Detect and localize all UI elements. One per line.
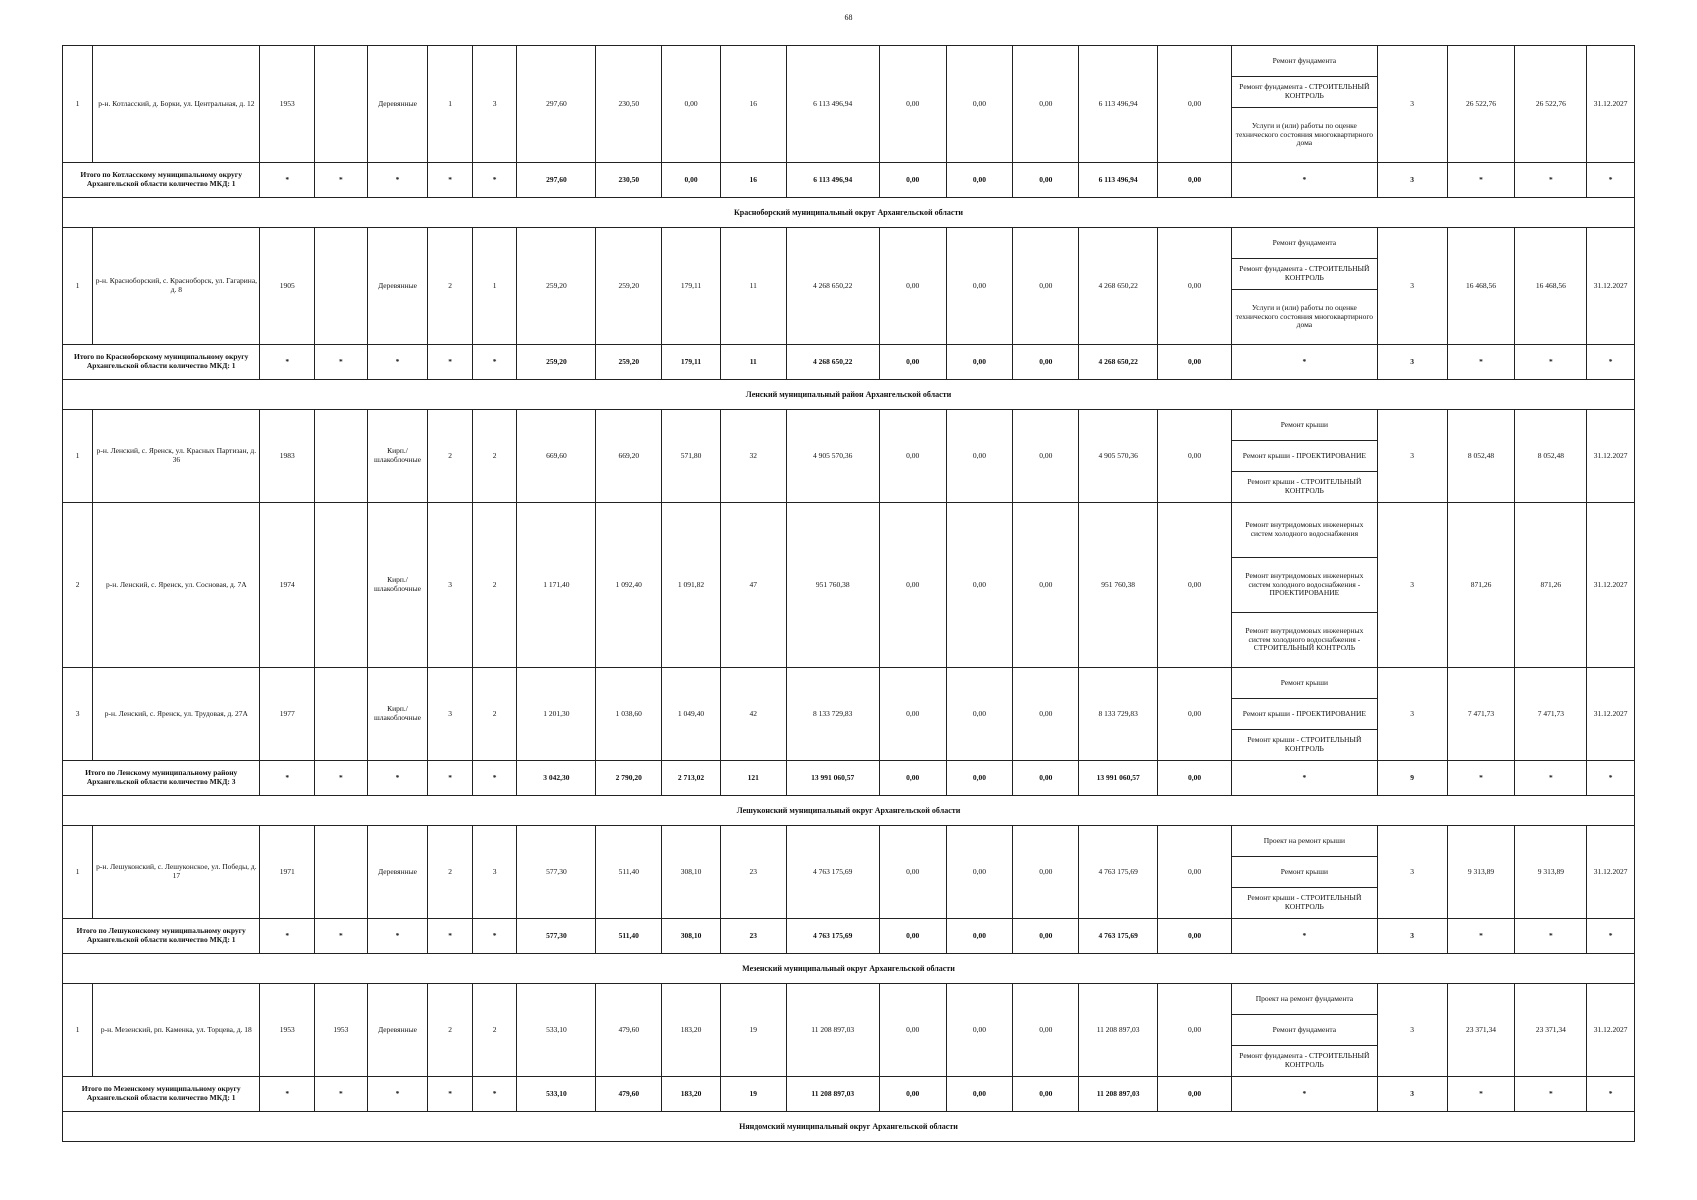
placeholder-star: *	[367, 1077, 428, 1112]
work-type: Ремонт крыши - СТРОИТЕЛЬНЫЙ КОНТРОЛЬ	[1232, 472, 1378, 503]
subtotal-area-total: 297,60	[517, 163, 596, 198]
subtotal-fund-local: 0,00	[1013, 919, 1079, 954]
subtotal-label: Итого по Красноборскому муниципальному округу Архангельской области количество МКД: 1	[63, 345, 260, 380]
wall-material: Деревянные	[367, 826, 428, 919]
subtotal-fund-local: 0,00	[1013, 345, 1079, 380]
works-count: 3	[1377, 503, 1447, 668]
area-living: 479,60	[596, 984, 662, 1077]
fund-regional: 0,00	[946, 46, 1013, 163]
cost-total: 8 133 729,83	[786, 668, 879, 761]
house-row	[63, 228, 1635, 259]
subtotal-works-count: 9	[1377, 761, 1447, 796]
placeholder-star: *	[1515, 919, 1587, 954]
placeholder-star: *	[315, 761, 368, 796]
subtotal-cost-total: 11 208 897,03	[786, 1077, 879, 1112]
unit-cost: 23 371,34	[1447, 984, 1515, 1077]
area-private: 571,80	[662, 410, 721, 503]
subtotal-fund-other: 0,00	[1158, 1077, 1232, 1112]
subtotal-cost-total: 6 113 496,94	[786, 163, 879, 198]
subtotal-area-living: 479,60	[596, 1077, 662, 1112]
fund-regional: 0,00	[946, 410, 1013, 503]
fund-other: 0,00	[1158, 46, 1232, 163]
deadline: 31.12.2027	[1587, 984, 1635, 1077]
subtotal-fund-federal: 0,00	[879, 919, 946, 954]
area-total: 259,20	[517, 228, 596, 345]
floors-count: 2	[428, 984, 473, 1077]
year-reconstruction	[315, 668, 368, 761]
work-type: Ремонт крыши	[1232, 410, 1378, 441]
row-number: 2	[63, 503, 93, 668]
fund-federal: 0,00	[879, 410, 946, 503]
placeholder-star: *	[1447, 163, 1515, 198]
subtotal-cost-total: 13 991 060,57	[786, 761, 879, 796]
entrances-count: 1	[472, 228, 517, 345]
placeholder-star: *	[1232, 1077, 1378, 1112]
subtotal-fund-owners: 4 763 175,69	[1079, 919, 1158, 954]
placeholder-star: *	[367, 919, 428, 954]
subtotal-fund-regional: 0,00	[946, 163, 1013, 198]
area-private: 183,20	[662, 984, 721, 1077]
area-living: 259,20	[596, 228, 662, 345]
placeholder-star: *	[315, 163, 368, 198]
work-type: Ремонт крыши - СТРОИТЕЛЬНЫЙ КОНТРОЛЬ	[1232, 888, 1378, 919]
placeholder-star: *	[315, 1077, 368, 1112]
year-reconstruction	[315, 503, 368, 668]
placeholder-star: *	[1447, 345, 1515, 380]
subtotal-row	[63, 345, 1635, 380]
placeholder-star: *	[1587, 163, 1635, 198]
fund-regional: 0,00	[946, 503, 1013, 668]
placeholder-star: *	[260, 761, 315, 796]
placeholder-star: *	[1515, 1077, 1587, 1112]
placeholder-star: *	[428, 761, 473, 796]
row-number: 3	[63, 668, 93, 761]
subtotal-area-private: 308,10	[662, 919, 721, 954]
row-number: 1	[63, 228, 93, 345]
subtotal-area-total: 3 042,30	[517, 761, 596, 796]
fund-other: 0,00	[1158, 826, 1232, 919]
entrances-count: 3	[472, 826, 517, 919]
placeholder-star: *	[367, 163, 428, 198]
subtotal-row	[63, 1077, 1635, 1112]
row-number: 1	[63, 984, 93, 1077]
placeholder-star: *	[428, 1077, 473, 1112]
placeholder-star: *	[1232, 345, 1378, 380]
region-title: Мезенский муниципальный округ Архангельской области	[63, 954, 1635, 984]
fund-owners: 6 113 496,94	[1079, 46, 1158, 163]
region-header-row	[63, 380, 1635, 410]
fund-other: 0,00	[1158, 228, 1232, 345]
subtotal-area-living: 2 790,20	[596, 761, 662, 796]
house-row	[63, 46, 1635, 77]
placeholder-star: *	[472, 345, 517, 380]
subtotal-area-total: 533,10	[517, 1077, 596, 1112]
placeholder-star: *	[428, 163, 473, 198]
residents: 11	[720, 228, 786, 345]
house-address: р-н. Ленский, с. Яренск, ул. Трудовая, д. 27А	[93, 668, 260, 761]
work-type: Ремонт крыши - СТРОИТЕЛЬНЫЙ КОНТРОЛЬ	[1232, 730, 1378, 761]
residents: 16	[720, 46, 786, 163]
house-address: р-н. Мезенский, рп. Каменка, ул. Торцева, д. 18	[93, 984, 260, 1077]
floors-count: 1	[428, 46, 473, 163]
region-header-row	[63, 1112, 1635, 1142]
region-title: Лешуконский муниципальный округ Архангельской области	[63, 796, 1635, 826]
floors-count: 3	[428, 503, 473, 668]
area-total: 1 201,30	[517, 668, 596, 761]
year-built: 1974	[260, 503, 315, 668]
fund-federal: 0,00	[879, 668, 946, 761]
year-reconstruction	[315, 46, 368, 163]
placeholder-star: *	[428, 345, 473, 380]
fund-owners: 4 905 570,36	[1079, 410, 1158, 503]
cost-total: 4 905 570,36	[786, 410, 879, 503]
subtotal-label: Итого по Лешуконскому муниципальному округу Архангельской области количество МКД: 1	[63, 919, 260, 954]
house-row	[63, 826, 1635, 857]
area-living: 1 038,60	[596, 668, 662, 761]
placeholder-star: *	[1447, 1077, 1515, 1112]
house-address: р-н. Красноборский, с. Красноборск, ул. Гагарина, д. 8	[93, 228, 260, 345]
area-private: 308,10	[662, 826, 721, 919]
subtotal-fund-regional: 0,00	[946, 761, 1013, 796]
placeholder-star: *	[260, 1077, 315, 1112]
house-row	[63, 984, 1635, 1015]
work-type: Ремонт внутридомовых инженерных систем холодного водоснабжения - ПРОЕКТИРОВАНИЕ	[1232, 558, 1378, 613]
work-type: Ремонт фундамента - СТРОИТЕЛЬНЫЙ КОНТРОЛЬ	[1232, 1046, 1378, 1077]
unit-cost: 26 522,76	[1447, 46, 1515, 163]
placeholder-star: *	[1587, 761, 1635, 796]
subtotal-row	[63, 919, 1635, 954]
placeholder-star: *	[1232, 761, 1378, 796]
area-living: 669,20	[596, 410, 662, 503]
subtotal-cost-total: 4 763 175,69	[786, 919, 879, 954]
placeholder-star: *	[315, 919, 368, 954]
cost-total: 6 113 496,94	[786, 46, 879, 163]
area-total: 297,60	[517, 46, 596, 163]
entrances-count: 2	[472, 410, 517, 503]
area-living: 511,40	[596, 826, 662, 919]
year-reconstruction: 1953	[315, 984, 368, 1077]
fund-other: 0,00	[1158, 503, 1232, 668]
region-header-row	[63, 198, 1635, 228]
placeholder-star: *	[1515, 761, 1587, 796]
subtotal-area-private: 0,00	[662, 163, 721, 198]
region-header-row	[63, 796, 1635, 826]
placeholder-star: *	[1232, 919, 1378, 954]
entrances-count: 3	[472, 46, 517, 163]
works-count: 3	[1377, 46, 1447, 163]
works-count: 3	[1377, 984, 1447, 1077]
region-title: Красноборский муниципальный округ Архангельской области	[63, 198, 1635, 228]
house-address: р-н. Ленский, с. Яренск, ул. Красных Партизан, д. 36	[93, 410, 260, 503]
region-title: Няндомский муниципальный округ Архангельской области	[63, 1112, 1635, 1142]
unit-cost: 9 313,89	[1447, 826, 1515, 919]
year-reconstruction	[315, 228, 368, 345]
fund-other: 0,00	[1158, 410, 1232, 503]
subtotal-fund-federal: 0,00	[879, 163, 946, 198]
row-number: 1	[63, 46, 93, 163]
subtotal-cost-total: 4 268 650,22	[786, 345, 879, 380]
subtotal-fund-federal: 0,00	[879, 1077, 946, 1112]
subtotal-fund-owners: 4 268 650,22	[1079, 345, 1158, 380]
subtotal-label: Итого по Ленскому муниципальному району Архангельской области количество МКД: 3	[63, 761, 260, 796]
fund-regional: 0,00	[946, 228, 1013, 345]
deadline: 31.12.2027	[1587, 668, 1635, 761]
work-type: Услуги и (или) работы по оценке технического состояния многоквартирного дома	[1232, 290, 1378, 345]
year-built: 1977	[260, 668, 315, 761]
fund-federal: 0,00	[879, 46, 946, 163]
subtotal-fund-owners: 13 991 060,57	[1079, 761, 1158, 796]
subtotal-fund-regional: 0,00	[946, 1077, 1013, 1112]
residents: 47	[720, 503, 786, 668]
region-title: Ленский муниципальный район Архангельской области	[63, 380, 1635, 410]
subtotal-fund-owners: 6 113 496,94	[1079, 163, 1158, 198]
area-total: 533,10	[517, 984, 596, 1077]
house-address: р-н. Ленский, с. Яренск, ул. Сосновая, д. 7А	[93, 503, 260, 668]
area-total: 577,30	[517, 826, 596, 919]
subtotal-fund-regional: 0,00	[946, 919, 1013, 954]
house-row	[63, 503, 1635, 558]
fund-owners: 11 208 897,03	[1079, 984, 1158, 1077]
unit-cost-max: 9 313,89	[1515, 826, 1587, 919]
subtotal-fund-owners: 11 208 897,03	[1079, 1077, 1158, 1112]
entrances-count: 2	[472, 503, 517, 668]
subtotal-label: Итого по Котласскому муниципальному округу Архангельской области количество МКД: 1	[63, 163, 260, 198]
placeholder-star: *	[472, 1077, 517, 1112]
work-type: Услуги и (или) работы по оценке технического состояния многоквартирного дома	[1232, 108, 1378, 163]
subtotal-residents: 19	[720, 1077, 786, 1112]
cost-total: 11 208 897,03	[786, 984, 879, 1077]
deadline: 31.12.2027	[1587, 826, 1635, 919]
subtotal-fund-other: 0,00	[1158, 163, 1232, 198]
fund-regional: 0,00	[946, 984, 1013, 1077]
subtotal-fund-other: 0,00	[1158, 345, 1232, 380]
subtotal-area-private: 179,11	[662, 345, 721, 380]
subtotal-row	[63, 163, 1635, 198]
subtotal-works-count: 3	[1377, 163, 1447, 198]
subtotal-area-living: 511,40	[596, 919, 662, 954]
wall-material: Деревянные	[367, 228, 428, 345]
region-header-row	[63, 954, 1635, 984]
year-reconstruction	[315, 410, 368, 503]
unit-cost-max: 7 471,73	[1515, 668, 1587, 761]
fund-federal: 0,00	[879, 503, 946, 668]
placeholder-star: *	[472, 919, 517, 954]
wall-material: Деревянные	[367, 46, 428, 163]
subtotal-works-count: 3	[1377, 919, 1447, 954]
year-built: 1905	[260, 228, 315, 345]
work-type: Ремонт фундамента - СТРОИТЕЛЬНЫЙ КОНТРОЛЬ	[1232, 259, 1378, 290]
subtotal-label: Итого по Мезенскому муниципальному округу Архангельской области количество МКД: 1	[63, 1077, 260, 1112]
area-total: 669,60	[517, 410, 596, 503]
subtotal-fund-local: 0,00	[1013, 163, 1079, 198]
cost-total: 951 760,38	[786, 503, 879, 668]
subtotal-works-count: 3	[1377, 1077, 1447, 1112]
work-type: Ремонт фундамента	[1232, 228, 1378, 259]
house-row	[63, 668, 1635, 699]
residents: 19	[720, 984, 786, 1077]
fund-owners: 8 133 729,83	[1079, 668, 1158, 761]
fund-owners: 4 763 175,69	[1079, 826, 1158, 919]
work-type: Ремонт крыши - ПРОЕКТИРОВАНИЕ	[1232, 699, 1378, 730]
unit-cost: 16 468,56	[1447, 228, 1515, 345]
subtotal-fund-other: 0,00	[1158, 919, 1232, 954]
residents: 23	[720, 826, 786, 919]
area-private: 179,11	[662, 228, 721, 345]
cost-total: 4 268 650,22	[786, 228, 879, 345]
placeholder-star: *	[1515, 163, 1587, 198]
row-number: 1	[63, 826, 93, 919]
placeholder-star: *	[428, 919, 473, 954]
placeholder-star: *	[367, 345, 428, 380]
entrances-count: 2	[472, 668, 517, 761]
entrances-count: 2	[472, 984, 517, 1077]
placeholder-star: *	[1515, 345, 1587, 380]
placeholder-star: *	[1587, 345, 1635, 380]
wall-material: Кирп./шлакоблочные	[367, 410, 428, 503]
wall-material: Кирп./шлакоблочные	[367, 668, 428, 761]
fund-local: 0,00	[1013, 410, 1079, 503]
area-living: 230,50	[596, 46, 662, 163]
deadline: 31.12.2027	[1587, 503, 1635, 668]
work-type: Ремонт крыши - ПРОЕКТИРОВАНИЕ	[1232, 441, 1378, 472]
unit-cost-max: 8 052,48	[1515, 410, 1587, 503]
area-total: 1 171,40	[517, 503, 596, 668]
work-type: Ремонт фундамента	[1232, 46, 1378, 77]
year-reconstruction	[315, 826, 368, 919]
cost-total: 4 763 175,69	[786, 826, 879, 919]
subtotal-fund-federal: 0,00	[879, 761, 946, 796]
subtotal-fund-federal: 0,00	[879, 345, 946, 380]
house-address: р-н. Лешуконский, с. Лешуконское, ул. Победы, д. 17	[93, 826, 260, 919]
works-count: 3	[1377, 228, 1447, 345]
house-address: р-н. Котласский, д. Борки, ул. Центральная, д. 12	[93, 46, 260, 163]
fund-local: 0,00	[1013, 503, 1079, 668]
placeholder-star: *	[1447, 919, 1515, 954]
floors-count: 2	[428, 228, 473, 345]
placeholder-star: *	[472, 761, 517, 796]
subtotal-residents: 11	[720, 345, 786, 380]
work-type: Ремонт крыши	[1232, 668, 1378, 699]
year-built: 1971	[260, 826, 315, 919]
deadline: 31.12.2027	[1587, 46, 1635, 163]
fund-federal: 0,00	[879, 984, 946, 1077]
placeholder-star: *	[1447, 761, 1515, 796]
fund-other: 0,00	[1158, 984, 1232, 1077]
fund-local: 0,00	[1013, 826, 1079, 919]
subtotal-fund-regional: 0,00	[946, 345, 1013, 380]
subtotal-fund-local: 0,00	[1013, 1077, 1079, 1112]
placeholder-star: *	[260, 919, 315, 954]
fund-local: 0,00	[1013, 46, 1079, 163]
year-built: 1953	[260, 984, 315, 1077]
subtotal-residents: 16	[720, 163, 786, 198]
work-type: Проект на ремонт крыши	[1232, 826, 1378, 857]
fund-local: 0,00	[1013, 228, 1079, 345]
work-type: Ремонт внутридомовых инженерных систем холодного водоснабжения	[1232, 503, 1378, 558]
fund-local: 0,00	[1013, 984, 1079, 1077]
placeholder-star: *	[1587, 1077, 1635, 1112]
fund-local: 0,00	[1013, 668, 1079, 761]
fund-regional: 0,00	[946, 668, 1013, 761]
subtotal-area-living: 259,20	[596, 345, 662, 380]
fund-regional: 0,00	[946, 826, 1013, 919]
subtotal-area-private: 183,20	[662, 1077, 721, 1112]
deadline: 31.12.2027	[1587, 410, 1635, 503]
row-number: 1	[63, 410, 93, 503]
residents: 42	[720, 668, 786, 761]
subtotal-fund-other: 0,00	[1158, 761, 1232, 796]
wall-material: Кирп./шлакоблочные	[367, 503, 428, 668]
placeholder-star: *	[315, 345, 368, 380]
area-private: 0,00	[662, 46, 721, 163]
deadline: 31.12.2027	[1587, 228, 1635, 345]
fund-other: 0,00	[1158, 668, 1232, 761]
fund-federal: 0,00	[879, 826, 946, 919]
placeholder-star: *	[260, 163, 315, 198]
subtotal-works-count: 3	[1377, 345, 1447, 380]
area-private: 1 049,40	[662, 668, 721, 761]
subtotal-area-private: 2 713,02	[662, 761, 721, 796]
unit-cost: 871,26	[1447, 503, 1515, 668]
floors-count: 2	[428, 410, 473, 503]
subtotal-residents: 23	[720, 919, 786, 954]
placeholder-star: *	[1587, 919, 1635, 954]
year-built: 1953	[260, 46, 315, 163]
subtotal-row	[63, 761, 1635, 796]
fund-federal: 0,00	[879, 228, 946, 345]
year-built: 1983	[260, 410, 315, 503]
unit-cost-max: 23 371,34	[1515, 984, 1587, 1077]
area-living: 1 092,40	[596, 503, 662, 668]
subtotal-residents: 121	[720, 761, 786, 796]
residents: 32	[720, 410, 786, 503]
work-type: Ремонт фундамента - СТРОИТЕЛЬНЫЙ КОНТРОЛЬ	[1232, 77, 1378, 108]
placeholder-star: *	[472, 163, 517, 198]
floors-count: 2	[428, 826, 473, 919]
wall-material: Деревянные	[367, 984, 428, 1077]
placeholder-star: *	[367, 761, 428, 796]
floors-count: 3	[428, 668, 473, 761]
area-private: 1 091,82	[662, 503, 721, 668]
capital-repair-register-table	[62, 45, 1635, 1142]
work-type: Ремонт фундамента	[1232, 1015, 1378, 1046]
house-row	[63, 410, 1635, 441]
work-type: Ремонт внутридомовых инженерных систем холодного водоснабжения - СТРОИТЕЛЬНЫЙ КОНТРОЛЬ	[1232, 613, 1378, 668]
placeholder-star: *	[260, 345, 315, 380]
unit-cost: 8 052,48	[1447, 410, 1515, 503]
subtotal-fund-local: 0,00	[1013, 761, 1079, 796]
subtotal-area-living: 230,50	[596, 163, 662, 198]
works-count: 3	[1377, 410, 1447, 503]
unit-cost-max: 871,26	[1515, 503, 1587, 668]
fund-owners: 951 760,38	[1079, 503, 1158, 668]
unit-cost-max: 26 522,76	[1515, 46, 1587, 163]
work-type: Проект на ремонт фундамента	[1232, 984, 1378, 1015]
work-type: Ремонт крыши	[1232, 857, 1378, 888]
page-number: 68	[844, 13, 853, 22]
unit-cost-max: 16 468,56	[1515, 228, 1587, 345]
unit-cost: 7 471,73	[1447, 668, 1515, 761]
works-count: 3	[1377, 826, 1447, 919]
placeholder-star: *	[1232, 163, 1378, 198]
subtotal-area-total: 259,20	[517, 345, 596, 380]
works-count: 3	[1377, 668, 1447, 761]
fund-owners: 4 268 650,22	[1079, 228, 1158, 345]
subtotal-area-total: 577,30	[517, 919, 596, 954]
